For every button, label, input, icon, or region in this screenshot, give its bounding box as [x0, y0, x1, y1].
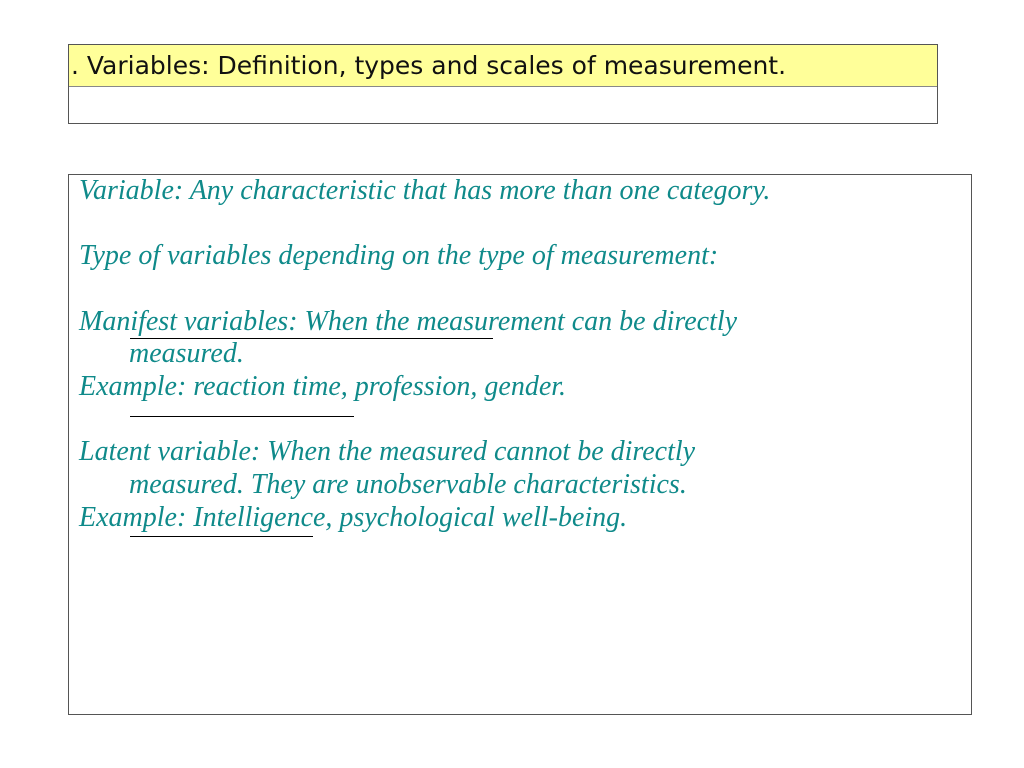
latent-continuation-line: measured. They are unobservable characteristics. — [129, 469, 687, 500]
title-box — [68, 44, 938, 124]
latent-example-line: Example: Intelligence, psychological well-being. — [79, 502, 628, 533]
definition-line: Variable: Any characteristic that has more than one category. — [79, 175, 771, 206]
latent-variable-line: Latent variable: When the measured cannot be directly — [79, 436, 696, 467]
underline-rule-example — [130, 416, 354, 417]
content-box — [68, 174, 972, 715]
title-bar — [69, 45, 937, 87]
underline-rule-manifest — [130, 338, 493, 339]
manifest-variables-line: Manifest variables: When the measurement can be directly — [79, 306, 738, 337]
slide-title: . Variables: Definition, types and scales of measurement. — [71, 51, 787, 80]
types-heading-line: Type of variables depending on the type of measurement: — [79, 240, 719, 271]
manifest-continuation-line: measured. — [129, 338, 244, 369]
underline-rule-latent — [130, 536, 313, 537]
manifest-example-line: Example: reaction time, profession, gender. — [79, 371, 567, 402]
